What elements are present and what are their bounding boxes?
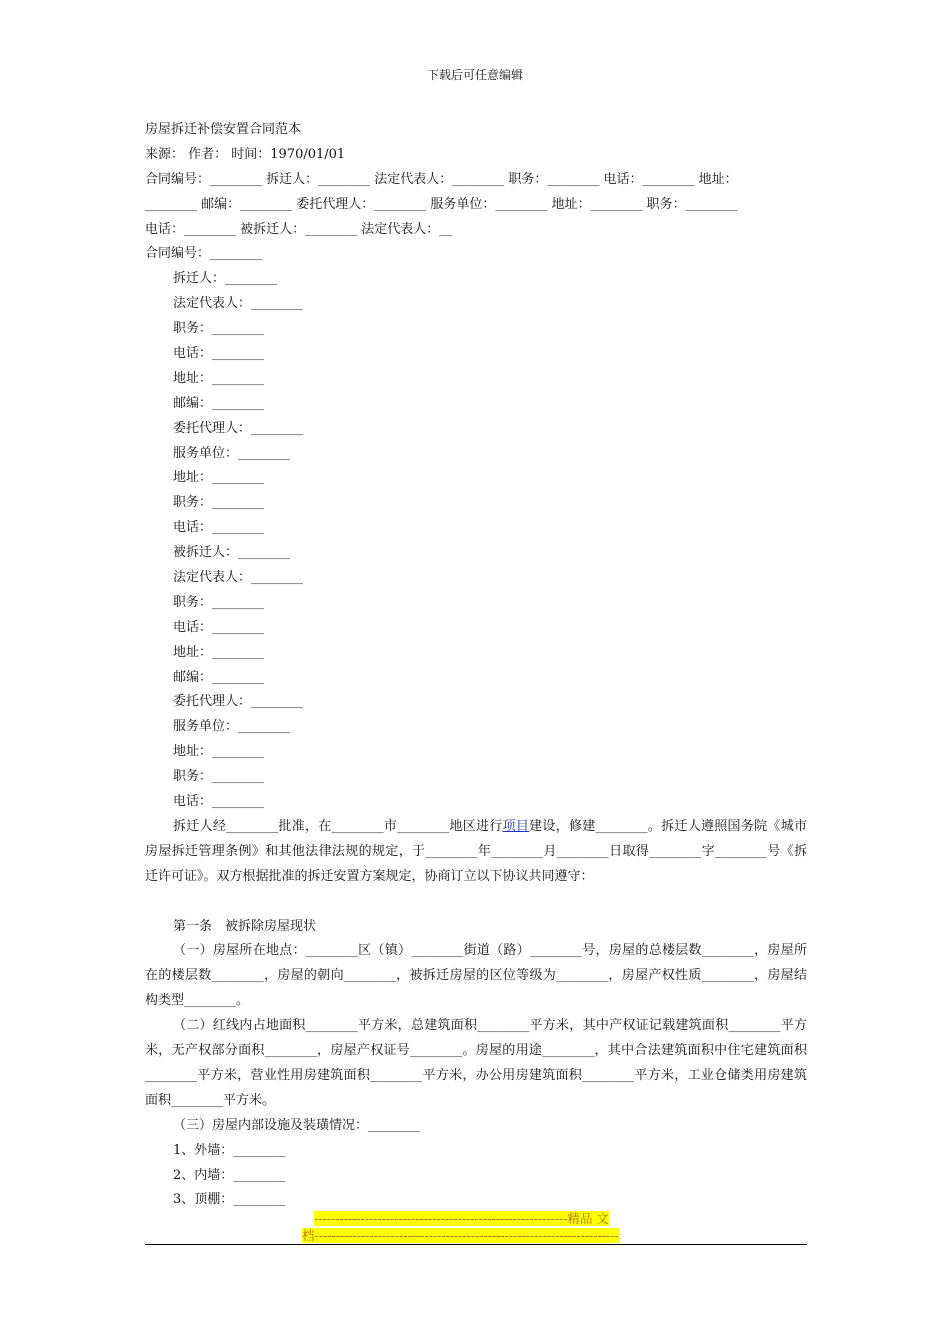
- summary-line: 电话：________ 被拆迁人：________ 法定代表人：__: [145, 221, 453, 237]
- field-line: 职务：________: [173, 321, 265, 337]
- article-item: （二）红线内占地面积________平方米，总建筑面积________平方米，其中产权证记载建筑面积________平方米，无产权部分面积________，房屋产权证号________。房屋的用途________，其中合法建筑面积中住宅建筑面积________平方米，营业性用房建筑面积________平方米，办公用房建筑面积________平方米，工业仓储类用房建筑面积________平方米。: [145, 1018, 807, 1108]
- field-line: 邮编：________: [173, 669, 265, 685]
- article-item: （三）房屋内部设施及装璜情况：________: [173, 1117, 421, 1133]
- project-link[interactable]: 项目: [502, 818, 530, 834]
- field-line: 法定代表人：________: [173, 570, 304, 586]
- field-line: 服务单位：________: [173, 719, 291, 735]
- field-line: 地址：________: [173, 370, 265, 386]
- document-title: 房屋拆迁补偿安置合同范本: [145, 122, 302, 137]
- document-body: [145, 118, 807, 1213]
- field-line: 电话：________: [173, 794, 265, 810]
- document-meta: 来源： 作者： 时间：1970/01/01: [145, 146, 346, 162]
- sub-item: 3、顶棚：________: [173, 1192, 286, 1208]
- field-line: 拆迁人：________: [173, 271, 278, 287]
- intro-text-cont: 建设，修建________。拆迁人遵照国务院《城市房屋拆迁管理条例》和其他法律法规的规定，于________年________月________日取得________字________号《拆迁许可证》。双方根据批准的拆迁安置方案规定，协商订立以下协议共同遵守：: [145, 818, 807, 884]
- footer-divider: [145, 1244, 807, 1245]
- field-line: 电话：________: [173, 619, 265, 635]
- field-line: 服务单位：________: [173, 445, 291, 461]
- summary-line: 合同编号：________ 拆迁人：________ 法定代表人：________ 职务：________ 电话：________ 地址：: [145, 171, 738, 187]
- field-line: 电话：________: [173, 520, 265, 536]
- field-line: 职务：________: [173, 495, 265, 511]
- field-line: 地址：________: [173, 470, 265, 486]
- field-line: 法定代表人：________: [173, 296, 304, 312]
- field-line: 电话：________: [173, 346, 265, 362]
- field-line: 地址：________: [173, 744, 265, 760]
- banner-line: 档------------------------------------------------------------------------: [302, 1228, 619, 1243]
- footer-banner: [302, 1210, 648, 1244]
- field-line: 职务：________: [173, 769, 265, 785]
- field-line: 委托代理人：________: [173, 420, 304, 436]
- field-line: 委托代理人：________: [173, 694, 304, 710]
- spacer: [145, 890, 807, 915]
- party-fields: [145, 267, 807, 815]
- contract-number: 合同编号：________: [145, 246, 263, 262]
- summary-line: ________ 邮编：________ 委托代理人：________ 服务单位：________ 地址：________ 职务：________: [145, 196, 738, 212]
- article-title: 第一条 被拆除房屋现状: [173, 918, 317, 934]
- intro-paragraph: [145, 815, 807, 890]
- intro-text: 拆迁人经________批准，在________市________地区进行: [173, 818, 503, 834]
- article-item: （一）房屋所在地点：________区（镇）________街道（路）________号，房屋的总楼层数________，房屋所在的楼层数________，房屋的朝向________，被拆迁房屋的区位等级为________，房屋产权性质________，房屋结构类型________。: [145, 943, 807, 1009]
- field-line: 地址：________: [173, 644, 265, 660]
- banner-line: ------------------------------------------------------------精品 文: [314, 1211, 609, 1226]
- field-line: 职务：________: [173, 594, 265, 610]
- page-header: 下载后可任意编辑: [426, 68, 523, 82]
- sub-item: 2、内墙：________: [173, 1167, 286, 1183]
- field-line: 邮编：________: [173, 395, 265, 411]
- field-line: 被拆迁人：________: [173, 545, 291, 561]
- sub-item: 1、外墙：________: [173, 1142, 286, 1158]
